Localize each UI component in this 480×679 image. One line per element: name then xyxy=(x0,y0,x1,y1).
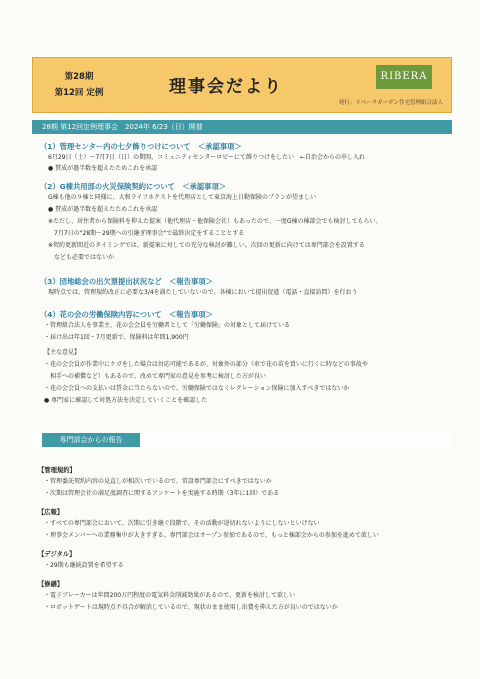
report-tab: 専門部会からの報告 xyxy=(42,433,140,447)
section-4-line: ・届け出は年1回・7月更新で、保険料は年間1,900円 xyxy=(44,334,189,341)
report-item: ・すべての専門部会において、次期に引き継ぐ段階で、その活動が途切れないようにしないといけない xyxy=(44,520,320,527)
section-1-line: 6月29日（土）〜7月7日（日）の期間、コミュニティセンターロビーにて飾りつけをしたい ←自治会からの申し入れ xyxy=(48,154,366,161)
section-1-title: （1）管理センター内の七夕飾りつけについて ＜承認事項＞ xyxy=(40,142,242,151)
report-bar xyxy=(32,433,452,447)
opinion-line: ・花の会会員が作業中にケガをした場合は対応可能であるが、対象外の部分（車で花の苗を買いに行くに時などの事故や xyxy=(44,361,368,368)
opinion-line: ● 専門家に確認して対処方法を決定していくことを確認した xyxy=(44,397,208,404)
section-1-line: ● 賛成が過半数を超えたためこれを承認 xyxy=(48,165,158,172)
report-item: ・電子ブレーカーは年間200万円程度の電気料金削減効果があるので、更新を検討して欲しい xyxy=(44,592,295,599)
opinion-line: ・花の会会員への支払いは賃金に当たらないので、労働保険ではなくレクレーション保険に加入すべきではないか xyxy=(44,385,350,392)
report-item: ・29期も継続設置を希望する xyxy=(44,562,124,569)
section-4-line: ・管理組合法人を事業主、花の会会員を労働者として「労働保険」の対象として届けている xyxy=(44,322,291,329)
report-group-label: 【デジタル】 xyxy=(38,551,76,558)
newsletter-title: 理事会だより xyxy=(169,77,283,97)
section-2-line: 7月7日の"28期〜29期への引継ぎ理事会"で最終決定をすることとする xyxy=(48,230,245,237)
section-2-line: ※契約更新間近のタイミングでは、新提案に対しての充分な検討が難しい。次回の更新に向けては専門部会を設置する xyxy=(48,242,365,249)
term-label: 第28期 xyxy=(64,72,94,82)
session-label: 第12回 定例 xyxy=(54,88,104,98)
report-group-label: 【修繕】 xyxy=(38,581,64,588)
section-2-line: G棟も他の９棟と同様に、大和ライフネクストを代理店として東京海上日動保険のプランが望ましい xyxy=(48,194,316,201)
section-2-line: ● 賛成が過半数を超えたためこれを承認 xyxy=(48,206,158,213)
publisher-text: 発行：リベーラガーデン住宅管理組合法人 xyxy=(338,100,443,106)
section-2-title: （2）G棟共用部の火災保険契約について ＜承認事項＞ xyxy=(40,182,227,191)
report-item: ・次期は管理会社の満足度調査に関するアンケートを実施する時期（3年に1回）である xyxy=(44,490,280,497)
section-3-title: （3）団地総会の出欠票提出状況など ＜報告事項＞ xyxy=(40,277,213,286)
section-2-line: ※ただし、居住者から保険料を抑えた提案（他代理店・他保険会社）もあったので、一度G棟の棟部会でも検討してもらい、 xyxy=(48,218,382,225)
section-3-line: 現時点では、管理規約改正に必要な3/4を満たしていないので、各棟において提出促進（電話・直接訪問）を行おう xyxy=(48,289,358,296)
section-4-title: （4）花の会の労働保険内容について ＜報告事項＞ xyxy=(40,310,213,319)
report-item: ・ロボットゲートは現時点不具合が解消しているので、現状のまま使用し出費を抑えた方が良いのではないか xyxy=(44,604,338,611)
meeting-date-bar: 28期 第12回定例理事会 2024年 6/23（日）開催 xyxy=(32,120,452,134)
ribera-logo: RIBERA xyxy=(376,65,432,89)
opinion-line: 相手への補償など）もあるので、改めて専門家の意見を参考に検討した方が良い xyxy=(44,373,266,380)
report-group-label: 【管理規約】 xyxy=(38,467,76,474)
opinion-label: 【主な意見】 xyxy=(44,349,81,356)
section-2-line: なども必要ではないか xyxy=(48,254,115,261)
report-group-label: 【広報】 xyxy=(38,509,64,516)
report-item: ・管理委託契約内容の見直しが相次いでいるので、常設専門部会にすべきではないか xyxy=(44,478,272,485)
report-item: ・理事会メンバーへの業務集中が大きすぎる。専門部会はオープン参加であるので、もっと棟部会からの参加を進めて欲しい xyxy=(44,532,379,539)
header-session-block xyxy=(33,58,125,114)
newsletter-header xyxy=(32,57,452,113)
